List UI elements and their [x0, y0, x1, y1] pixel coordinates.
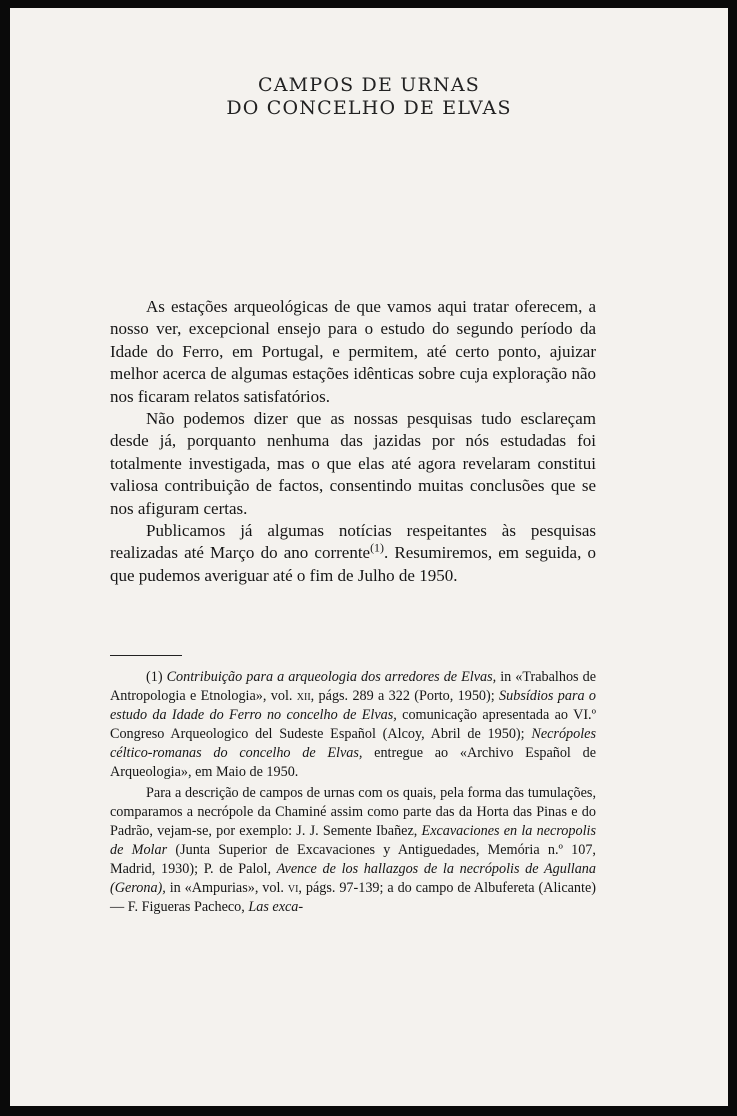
- paragraph-1: As estações arqueológicas de que vamos aqui tratar oferecem, a nosso ver, excepcional ensejo para o estudo do segundo período da Idade do Ferro, em Portugal, e permitem, até certo ponto, ajuizar melhor acerca de algumas estações idênticas sobre cuja exploração não nos ficaram relatos satisfatórios.: [110, 297, 596, 406]
- footnotes: [110, 668, 596, 917]
- footnote-2-text-b: (Junta Superior de Excavaciones y Antiguedades, Memória n.º 107, Madrid, 1930); P. de Palol,: [110, 842, 596, 878]
- footnote-2-title-c: Las exca-: [248, 898, 304, 915]
- paragraph-3-text-b: . Resumiremos, em seguida, o que pudemos averiguar até o fim de Julho de 1950.: [110, 543, 596, 585]
- footnote-1: [110, 668, 596, 781]
- footnote-2-title-b: Avence de los hallazgos de la necrópolis de Agullana (Gerona),: [110, 861, 596, 896]
- paragraph-3-text-a: Publicamos já algumas notícias respeitantes às pesquisas realizadas até Março do ano corrente: [110, 521, 596, 563]
- footnote-2-title-a: Excavaciones en la necropolis de Molar: [110, 823, 596, 859]
- footnote-1-title-a: Contribuição para a arqueologia dos arredores de Elvas,: [166, 669, 497, 685]
- footnote-1-text-a: in «Trabalhos de Antropologia e Etnologia», vol.: [110, 669, 596, 704]
- footnote-1-text-b: , págs. 289 a 322 (Porto, 1950);: [310, 687, 500, 704]
- footnote-2-text-d: , págs. 97-139; a do campo de Albufereta (Alicante) — F. Figueras Pacheco,: [110, 879, 596, 915]
- footnote-1-title-b: Subsídios para o estudo da Idade do Ferro no concelho de Elvas,: [110, 687, 596, 723]
- footnote-1-title-c: Necrópoles céltico-romanas do concelho de Elvas,: [110, 725, 596, 761]
- footnote-1-text-c: comunicação apresentada ao VI.º Congreso Arqueologico del Sudeste Español (Alcoy, Abril de 1950);: [110, 706, 596, 742]
- footnote-reference: (1): [370, 540, 384, 555]
- footnote-1-marker: (1): [146, 669, 163, 685]
- book-page: [10, 8, 728, 1106]
- footnote-2-volume: vi: [287, 879, 299, 896]
- footnote-2-text-c: in «Ampurias», vol.: [165, 879, 288, 896]
- paragraph-2: Não podemos dizer que as nossas pesquisas tudo esclareçam desde já, porquanto nenhuma das jazidas por nós estudadas foi totalmente investigada, mas o que elas até agora revelaram constitui valiosa contribuição de factos, consentindo muitas conclusões que se nos afiguram certas.: [110, 409, 596, 518]
- title-line-2: DO CONCELHO DE ELVAS: [226, 97, 512, 119]
- footnote-1-volume: xii: [296, 687, 311, 704]
- footnote-2: [110, 784, 596, 916]
- footnote-divider: [110, 655, 182, 656]
- main-text: [110, 296, 596, 587]
- chapter-title: [10, 74, 728, 120]
- footnote-1-text-d: entregue ao «Archivo Español de Arqueologia», em Maio de 1950.: [110, 744, 596, 780]
- footnote-2-text-a: Para a descrição de campos de urnas com os quais, pela forma das tumulações, comparamos a necrópole da Chaminé assim como parte das da Horta das Pinas e do Padrão, vejam-se, por exemplo: J. J. Semente Ibañez,: [110, 785, 596, 840]
- title-line-1: CAMPOS DE URNAS: [258, 74, 480, 96]
- paragraph-3: [110, 520, 596, 587]
